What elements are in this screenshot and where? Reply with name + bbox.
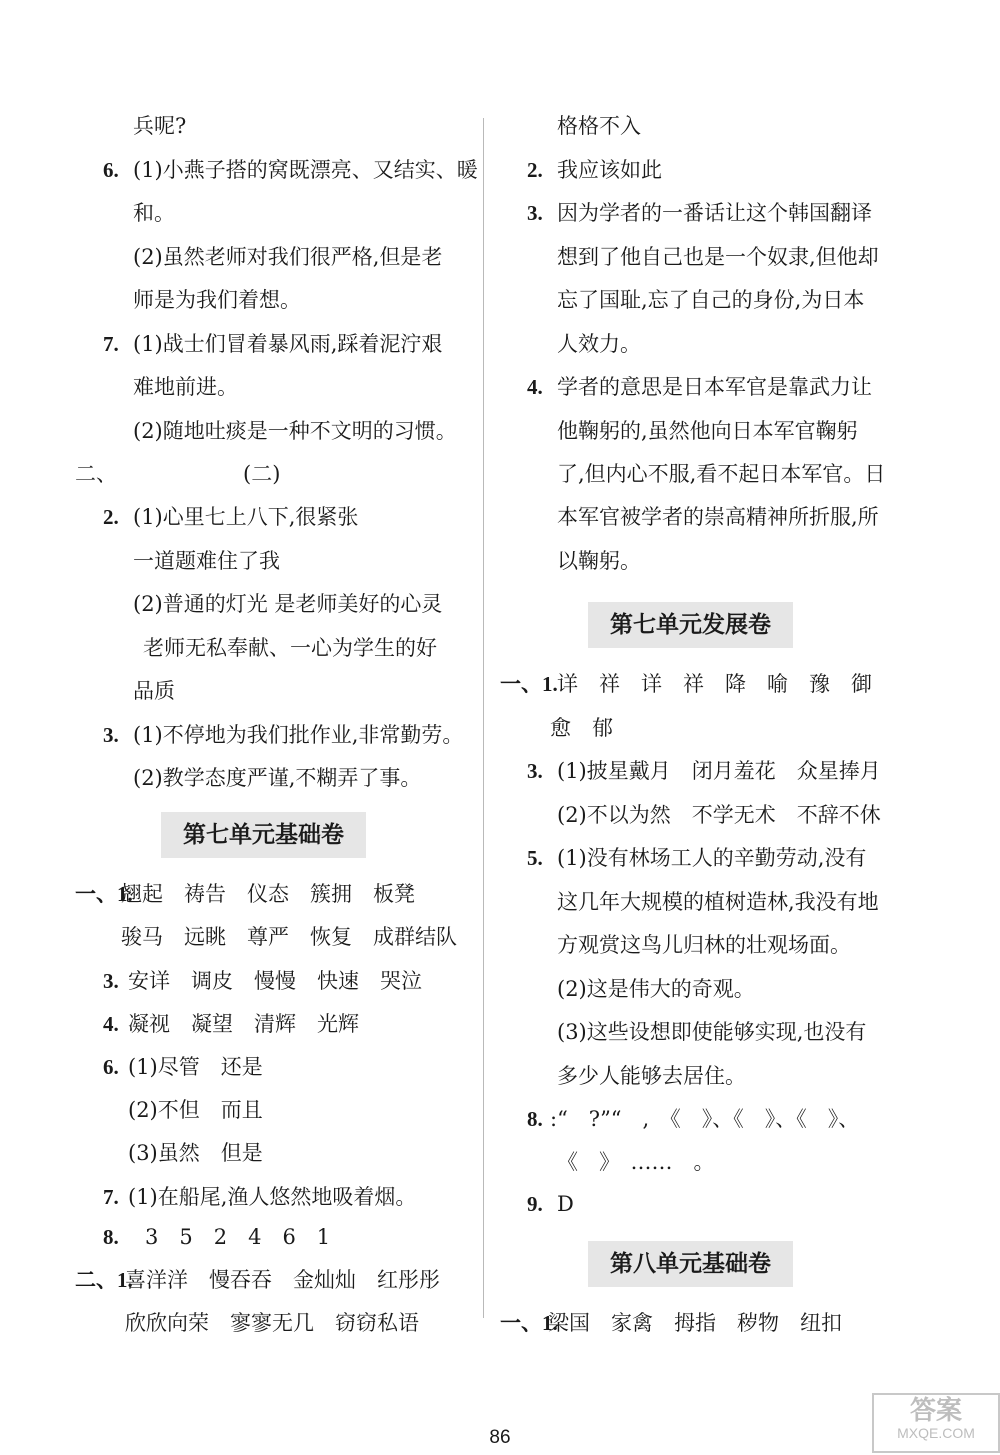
text-line: (2)随地吐痰是一种不文明的习惯。 xyxy=(133,419,457,443)
text-line: 人效力。 xyxy=(557,332,641,356)
item-number: 8. xyxy=(103,1225,119,1249)
text-line: 翘起 祷告 仪态 簇拥 板凳 xyxy=(121,882,415,906)
item-number: 一、1. xyxy=(500,672,558,696)
text-line: (2)这是伟大的奇观。 xyxy=(557,977,755,1001)
item-number: 4. xyxy=(103,1012,119,1036)
text-line: 老师无私奉献、一心为学生的好 xyxy=(143,636,437,660)
section-title: 第七单元发展卷 xyxy=(588,602,793,648)
text-line: 他鞠躬的,虽然他向日本军官鞠躬 xyxy=(557,419,858,443)
text-line: (2)普通的灯光 是老师美好的心灵 xyxy=(133,592,443,616)
item-number: 3. xyxy=(527,759,543,783)
text-line: 以鞠躬。 xyxy=(557,549,641,573)
text-line: 忘了国耻,忘了自己的身份,为日本 xyxy=(557,288,865,312)
text-line: 方观赏这鸟儿归林的壮观场面。 xyxy=(557,933,851,957)
text-line: 安详 调皮 慢慢 快速 哭泣 xyxy=(128,969,422,993)
watermark-logo xyxy=(872,1393,1000,1453)
text-line: 《 》 …… 。 xyxy=(557,1150,715,1174)
text-line: 本军官被学者的崇高精神所折服,所 xyxy=(557,505,879,529)
item-number: 二、1. xyxy=(75,1268,133,1292)
text-line: (1)没有林场工人的辛勤劳动,没有 xyxy=(557,846,867,870)
item-number: 9. xyxy=(527,1192,543,1216)
item-number: 7. xyxy=(103,1185,119,1209)
item-number: 3. xyxy=(527,201,543,225)
text-line: (1)尽管 还是 xyxy=(128,1055,263,1079)
subsection-label: (二) xyxy=(243,462,281,486)
section-title: 第八单元基础卷 xyxy=(588,1241,793,1287)
item-number: 6. xyxy=(103,1055,119,1079)
text-line: 了,但内心不服,看不起日本军官。日 xyxy=(557,462,886,486)
text-line: 因为学者的一番话让这个韩国翻译 xyxy=(557,201,872,225)
text-line: 梁国 家禽 拇指 秽物 纽扣 xyxy=(548,1311,842,1335)
text-line: (2)不以为然 不学无术 不辞不休 xyxy=(557,803,881,827)
text-line: (3)虽然 但是 xyxy=(128,1141,263,1165)
column-divider xyxy=(483,118,484,1318)
text-line: 多少人能够去居住。 xyxy=(557,1064,746,1088)
item-number: 一、1. xyxy=(500,1311,558,1335)
text-line: (1)战士们冒着暴风雨,踩着泥泞艰 xyxy=(133,332,443,356)
text-line: (2)虽然老师对我们很严格,但是老 xyxy=(133,245,443,269)
text-line: 和。 xyxy=(133,201,175,225)
text-line: (1)不停地为我们批作业,非常勤劳。 xyxy=(133,723,464,747)
item-number: 3. xyxy=(103,969,119,993)
text-line: (1)心里七上八下,很紧张 xyxy=(133,505,359,529)
text-line: (1)在船尾,渔人悠然地吸着烟。 xyxy=(128,1185,417,1209)
text-line: 一道题难住了我 xyxy=(133,549,280,573)
text-line: 想到了他自己也是一个奴隶,但他却 xyxy=(557,245,879,269)
text-line: (1)小燕子搭的窝既漂亮、又结实、暖 xyxy=(133,158,478,182)
page-number: 86 xyxy=(489,1427,511,1448)
text-line: 难地前进。 xyxy=(133,375,238,399)
item-number: 7. xyxy=(103,332,119,356)
item-number: 2. xyxy=(103,505,119,529)
watermark-text: 答案 xyxy=(909,1395,962,1425)
text-line: 愈 郁 xyxy=(550,716,613,740)
text-line: D xyxy=(557,1192,574,1216)
text-line: 凝视 凝望 清辉 光辉 xyxy=(128,1012,359,1036)
section-marker: 二、 xyxy=(75,462,117,486)
text-line: (2)教学态度严谨,不糊弄了事。 xyxy=(133,766,422,790)
text-line: 这几年大规模的植树造林,我没有地 xyxy=(557,890,879,914)
text-line: 学者的意思是日本军官是靠武力让 xyxy=(557,375,872,399)
item-number: 4. xyxy=(527,375,543,399)
text-line: (3)这些设想即使能够实现,也没有 xyxy=(557,1020,867,1044)
item-number: 6. xyxy=(103,158,119,182)
item-number: 8. xyxy=(527,1107,543,1131)
text-line: :“ ?”“ , 《 》、《 》、《 》、 xyxy=(550,1107,860,1131)
item-number: 2. xyxy=(527,158,543,182)
text-line: 3 5 2 4 6 1 xyxy=(145,1225,331,1249)
text-line: 欣欣向荣 寥寥无几 窃窃私语 xyxy=(125,1311,419,1335)
text-line: 品质 xyxy=(133,679,175,703)
text-line: 格格不入 xyxy=(557,114,641,138)
item-number: 3. xyxy=(103,723,119,747)
text-line: (1)披星戴月 闭月羞花 众星捧月 xyxy=(557,759,881,783)
section-title: 第七单元基础卷 xyxy=(161,812,366,858)
text-line: 师是为我们着想。 xyxy=(133,288,301,312)
text-line: 骏马 远眺 尊严 恢复 成群结队 xyxy=(121,925,457,949)
item-number: 一、1. xyxy=(75,882,133,906)
text-line: 详 祥 详 祥 降 喻 豫 御 xyxy=(557,672,872,696)
watermark-url: MXQE.COM xyxy=(897,1425,975,1441)
text-line: (2)不但 而且 xyxy=(128,1098,263,1122)
item-number: 5. xyxy=(527,846,543,870)
text-line: 兵呢? xyxy=(133,114,187,138)
text-line: 我应该如此 xyxy=(557,158,662,182)
text-line: 喜洋洋 慢吞吞 金灿灿 红彤彤 xyxy=(125,1268,440,1292)
